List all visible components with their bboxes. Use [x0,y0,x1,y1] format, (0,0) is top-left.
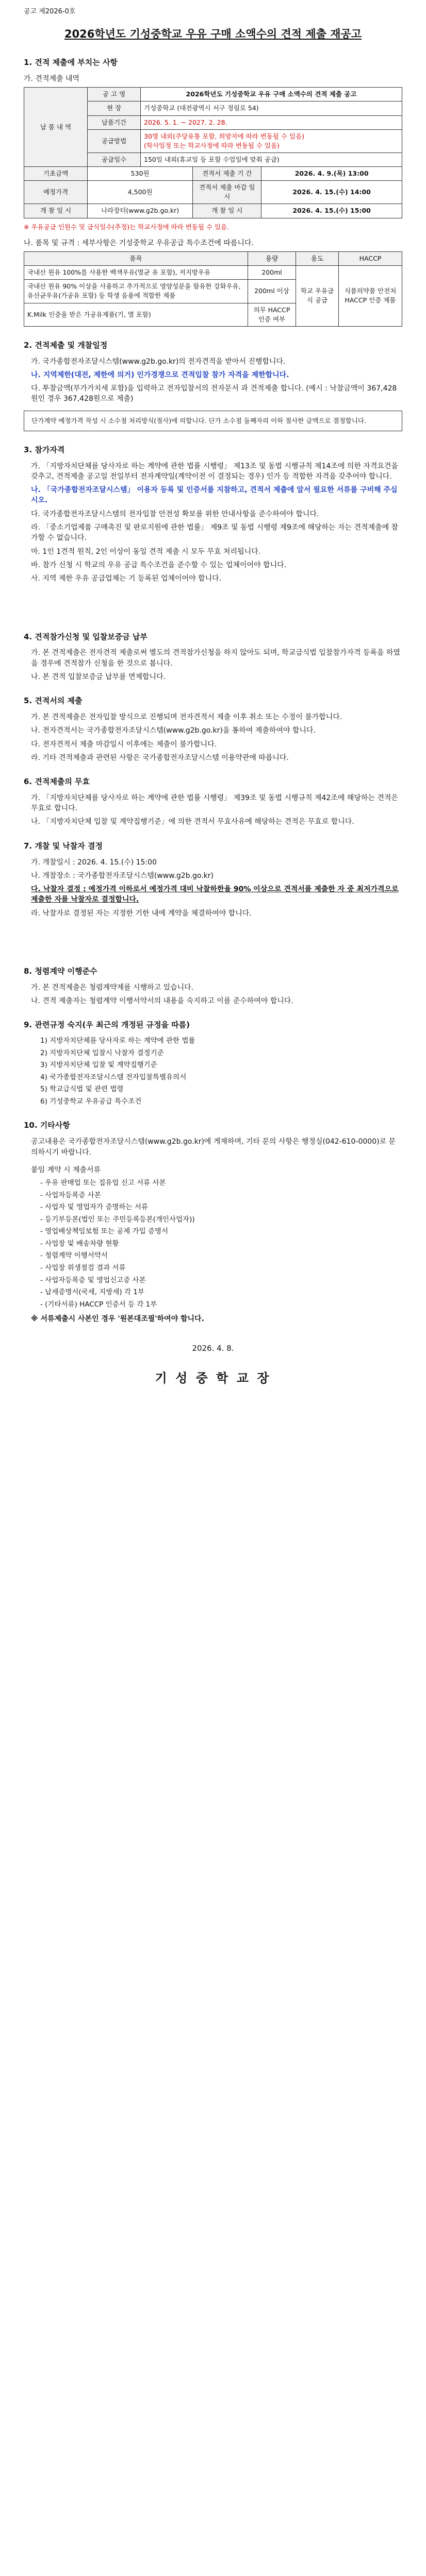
list-item: ※ 서류제출시 사본인 경우 '원본대조필'하여야 합니다. [31,1315,204,1324]
table-cell: 개 찰 일 시 [24,204,88,218]
issuer-signature: 기 성 중 학 교 장 [155,1371,271,1386]
table-cell: 200ml 이상 [248,280,296,303]
table-cell: 학교 우유급식 공급 [296,266,339,327]
list-item: 5) 학교급식법 및 관련 법령 [40,1085,124,1094]
list-item: - 영업배상책임보험 또는 공제 가입 증명서 [40,1227,169,1236]
subsection-ga: 가. 견적제출 내역 [24,75,80,83]
table-header: 품목 [24,252,248,266]
list-item: 나. 견적 제출자는 청렴계약 이행서약서의 내용을 숙지하고 이를 준수하여야 합니다. [31,997,293,1006]
table-header: HACCP [339,252,402,266]
section-heading-9: 9. 관련규정 숙지(우 최근의 개정된 규정을 따름) [24,1020,190,1030]
list-item: 나. 본 견적 입찰보증금 납부를 면제합니다. [31,672,166,681]
list-item: 4) 국가종합전자조달시스템 전자입찰특별유의서 [40,1073,187,1081]
list-item: 가. 개찰일시 : 2026. 4. 15.(수) 15:00 [31,858,157,867]
list-item: 사. 지역 제한 우유 공급업체는 기 등록된 업체이어야 합니다. [31,574,222,583]
bid-info-table [24,87,402,218]
list-item: 6) 기성중학교 우유공급 특수조건 [40,1097,142,1106]
table-cell: 기성중학교 (대전광역시 서구 정림로 54) [141,101,402,115]
list-item: 라. 기타 견적제출과 관련된 사항은 국가종합전자조달시스템 이용약관에 따릅니다. [31,753,289,762]
table-cell: 국내산 원유 90% 이상을 사용하고 추가적으로 영양성분을 함유한 강화우유, 유산균우유(가공유 포함) 등 학생 음용에 적합한 제품 [24,280,248,303]
page-title: 2026학년도 기성중학교 우유 구매 소액수의 견적 제출 재공고 [64,27,362,40]
list-item: 나. 「지방자치단체 입찰 및 계약집행기준」에 의한 견적서 무효사유에 해당하는 견적은 무효로 합니다. [31,818,354,826]
table-cell: 2026. 4. 9.(목) 13:00 [261,167,402,181]
table-cell: 200ml [248,266,296,280]
table-cell: 2026학년도 기성중학교 우유 구매 소액수의 견적 제출 공고 [141,88,402,101]
list-item: - 우유 판매업 또는 집유업 신고 서류 사본 [40,1179,166,1188]
table-cell: 견적서 제출 기 간 [193,167,261,181]
table-cell: 납 품 내 역 [24,88,88,167]
list-item: - 사업자등록증 및 영업신고증 사본 [40,1276,146,1284]
list-item: 다. 낙찰자 결정 : 예정가격 이하로서 예정가격 대비 낙찰하한율 90% 이상으로 견적서를 제출한 자 중 최저가격으로 제출한 자를 낙찰자로 결정합니다. [31,885,399,904]
list-item: 나. 전자견적서는 국가종합전자조달시스템(www.g2b.go.kr)을 통하여 제출하여야 합니다. [31,726,316,735]
section-heading-7: 7. 개찰 및 낙찰자 결정 [24,841,103,851]
table-cell: 2026. 4. 15.(수) 14:00 [261,181,402,204]
document-number: 공고 제2026-0호 [24,8,76,15]
table-cell: 식품의약품 안전처 HACCP 인증 제품 [339,266,402,327]
list-item: 나. 지역제한(대전, 제한에 의거) 인가경쟁으로 견적입찰 참가 자격을 제한합니다. [31,370,289,379]
table-cell: 견적서 제출 마감 일시 [193,181,261,204]
table-cell: 납품기간 [88,115,141,129]
section-heading-1: 1. 견적 제출에 부치는 사항 [24,58,118,67]
table-cell: 국내산 원유 100%를 사용한 백색우유(멸균 유 포함), 저지방우유 [24,266,248,280]
list-item: 붙임 계약 시 제출서류 [31,1165,101,1174]
list-item: - 등기부등본(법인 또는 주민등록등본(개인사업자)) [40,1215,195,1224]
table-header: 용도 [296,252,339,266]
table-cell: 나라장터(www.g2b.go.kr) [88,204,193,218]
note-text: ※ 우유공급 인원수 및 급식일수(추정)는 학교사정에 따라 변동될 수 있음. [24,223,230,231]
section-heading-2: 2. 견적제출 및 개찰일정 [24,340,108,350]
section-heading-3: 3. 참가자격 [24,445,65,454]
list-item: - (기타서류) HACCP 인증서 등 각 1부 [40,1300,157,1309]
list-item: - 청렴계약 이행서약서 [40,1251,108,1260]
section-heading-8: 8. 청렴계약 이행준수 [24,966,97,976]
subsection-na: 나. 품목 및 규격 : 세부사항은 기성중학교 우유공급 특수조건에 따름니다. [24,239,254,247]
sign-date: 2026. 4. 8. [192,1343,234,1353]
list-item: - 사업자등록증 사본 [40,1191,101,1199]
section-heading-10: 10. 기타사항 [24,1121,70,1130]
table-cell: 의무 HACCP 인증 여부 [248,303,296,326]
list-item: - 사업장 위생점검 결과 서류 [40,1264,126,1273]
list-item: 나. 「국가종합전자조달시스템」 이용자 등록 및 인증서를 지참하고, 견적서 제출에 앞서 필요한 서류를 구비해 주십시오. [31,486,398,505]
list-item: 나. 개찰장소 : 국가종합전자조달시스템(www.g2b.go.kr) [31,871,214,880]
spec-table [24,251,402,327]
list-item: - 사업장 및 배송차량 현황 [40,1239,119,1248]
table-cell: 기초금액 [24,167,88,181]
notice-box: 단가계약 예정가격 작성 시 소수점 처리방식(절사)에 의합니다. 단가 소수점 둘째자리 이하 절사한 금액으로 결정합니다. [24,411,402,431]
list-item: 1) 지방자치단체를 당사자로 하는 계약에 관한 법률 [40,1037,195,1045]
list-item: 다. 투찰금액(부가가치세 포함)을 입력하고 전자입찰서의 전자문서 과 견적제출 합니다. (예시 : 낙찰금액이 367,428원인 경우 367,428원으로 제출) [31,384,397,403]
list-item: 다. 국가종합전자조달시스템의 전자입찰 안전성 확보를 위한 안내사항을 준수하여야 합니다. [31,510,319,518]
table-cell: 150일 내외(휴교일 등 포함 수업일에 맞춰 공급) [141,152,402,166]
delivery-note: (학사일정 또는 학교사정에 따라 변동될 수 있음) [144,141,280,149]
table-cell [141,129,402,152]
list-item: - 납세증명서(국세, 지방세) 각 1부 [40,1288,144,1297]
table-cell: 2026. 4. 15.(수) 15:00 [261,204,402,218]
table-header: 용량 [248,252,296,266]
list-item: 가. 국가종합전자조달시스템(www.g2b.go.kr)의 전자견적을 받아서 진행합니다. [31,357,286,366]
list-item: 라. 낙찰자로 결정된 자는 지정한 기한 내에 계약을 체결하여야 합니다. [31,909,252,918]
list-item: 공고내용은 국가종합전자조달시스템(www.g2b.go.kr)에 게재하며, 기타 문의 사항은 행정실(042-610-0000)로 문의하시기 바랍니다. [31,1138,396,1157]
delivery-method: 30명 내외(주당유통 포함, 희망자에 따라 변동될 수 있음) [144,132,305,140]
table-cell: 예정가격 [24,181,88,204]
list-item: - 사업자 및 영업자가 증명하는 서류 [40,1203,148,1212]
list-item: 가. 「지방자치단체를 당사자로 하는 계약에 관한 법률 시행령」 제39조 및 동법 시행규칙 제42조에 해당하는 견적은 무효로 합니다. [31,793,398,813]
table-cell: 개 찰 일 시 [193,204,261,218]
list-item: 가. 본 견적제출은 청렴계약제를 시행하고 있습니다. [31,983,194,992]
table-cell: 4,500원 [88,181,193,204]
list-item: 바. 참가 신청 시 학교의 우유 공급 특수조건을 준수할 수 있는 업체이어야 합니다. [31,561,287,569]
list-item: 가. 본 견적제출은 전자견적 제출로써 별도의 견적참가신청을 하지 않아도 되며, 학교급식법 입찰참가자격 등록을 하였을 경우에 견적참가 신청을 한 것으로 봅니다. [31,649,400,668]
list-item: 라. 「중소기업제품 구매촉진 및 판로지원에 관한 법률」 제9조 및 동법 시행령 제9조에 해당하는 자는 견적제출에 참가할 수 없습니다. [31,523,399,543]
section-heading-4: 4. 견적참가신청 및 입찰보증금 납부 [24,632,148,641]
list-item: 2) 지방자치단체 입찰시 낙찰자 결정기준 [40,1048,164,1057]
table-cell: 현 장 [88,101,141,115]
table-cell: 공급방법 [88,129,141,152]
table-cell: 공 고 명 [88,88,141,101]
table-cell: 공급일수 [88,152,141,166]
list-item: 가. 본 견적제출은 전자입찰 방식으로 진행되며 전자견적서 제출 이후 취소 또는 수정이 불가합니다. [31,713,342,721]
table-cell: 530원 [88,167,193,181]
table-cell: K.Milk 인증을 받은 가공유제품(기, 멸 포함) [24,303,248,326]
section-heading-5: 5. 견적서의 제출 [24,696,83,706]
list-item: 다. 전자견적서 제출 마감일시 이후에는 제출이 불가합니다. [31,740,217,749]
list-item: 3) 지방자치단체 입찰 및 계약집행기준 [40,1061,157,1070]
list-item: 가. 「지방자치단체를 당사자로 하는 계약에 관한 법률 시행령」 제13조 및 동법 시행규칙 제14조에 의한 자격요건을 갖추고, 견적제출 공고일 전일부터 전자계약일(계약이전 이 결정되는 경우) 인가 등 적합한 자격을 갖추어야 합니다. [31,462,398,481]
table-cell: 2026. 5. 1. ~ 2027. 2. 28. [141,115,402,129]
section-heading-6: 6. 견적제출의 무효 [24,777,90,787]
list-item: 마. 1인 1견적 원칙, 2인 이상이 동일 견적 제출 시 모두 무효 처리됩니다. [31,547,261,556]
